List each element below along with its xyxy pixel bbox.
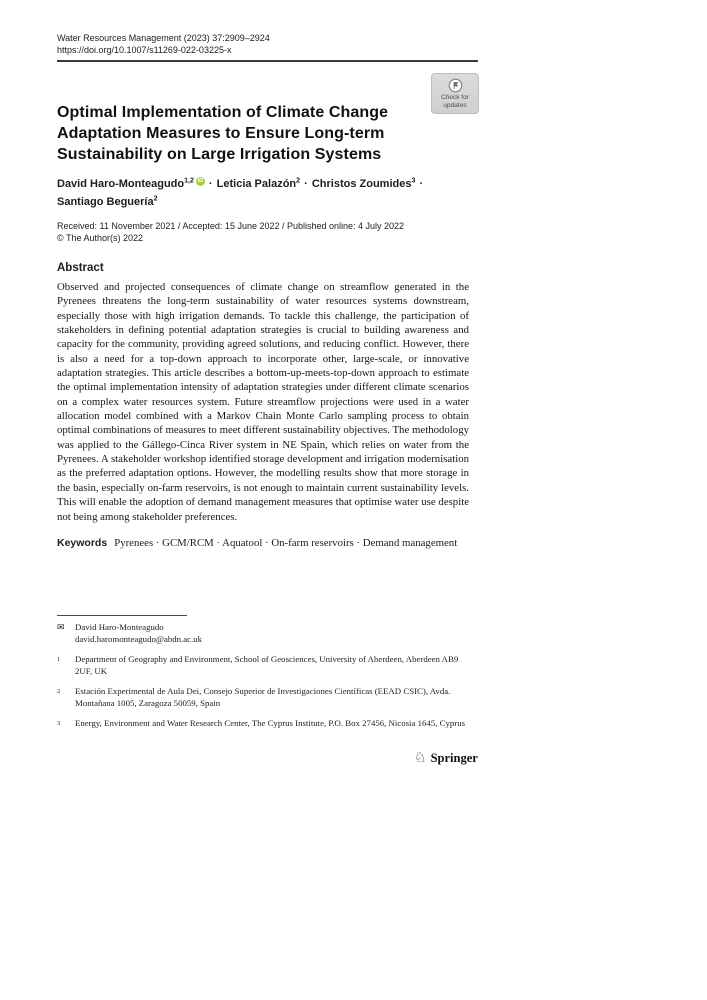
copyright-line: © The Author(s) 2022	[57, 232, 144, 243]
affiliation-item: $^2$ Estación Experimental de Aula Dei, Consejo Superior de Investigaciones Científicas (EEAD CSIC), Avda. Montañana 1005, Zaragoza 50059, Spain	[57, 686, 469, 709]
abstract-text: Observed and projected consequences of climate change on streamflow generated in the Pyrenees threatens the long-term sustainability of water resources systems downstream, especially those with high irrigation demands. To tackle this challenge, the participation of stakeholders in defining potential adaptation strategies is crucial to building awareness and capacity for the community, providing agreed solutions, and reducing conflict. However, there is also a need for a top-down approach to incorporate other, large-scale, or innovative adaptation strategies. This article describes a bottom-up-meets-top-down approach to estimate the optimal implementation intensity of adaptation strategies under different climate scenarios on a complex water resources system. Future streamflow projections were used in a water allocation model combined with a Markov Chain Monte Carlo sampling process to obtain optimal combinations of measures to meet different sustainability objectives. The methodology was applied to the Gállego-Cinca River system in NE Spain, which relies on water from the Pyrenees. A stakeholder workshop identified storage development and irrigation modernisation as the preferred adaptation options. However, the modelling results show that more storage in the basin, especially on-farm reservoirs, is not enough to maintain current sustainability levels. This will enable the adoption of demand management measures that optimise water use despite not being among stakeholder preferences.	[57, 281, 469, 523]
badge-label-line1: Check for	[441, 94, 469, 101]
author-list	[57, 173, 477, 210]
springer-horse-icon: ♘	[414, 751, 427, 766]
corresponding-name: David Haro-Monteagudo	[75, 622, 164, 632]
author: Santiago Beguería$^2$	[57, 195, 158, 209]
corresponding-author	[57, 622, 469, 645]
crossmark-flag-icon	[448, 78, 463, 93]
journal-reference: Water Resources Management (2023) 37:2909–2924	[57, 33, 270, 43]
keywords-heading: Keywords	[57, 536, 108, 549]
author: David Haro-Monteagudo$^{1,2}$ iD	[57, 177, 204, 190]
abstract-section	[57, 262, 469, 549]
history-line: Received: 11 November 2021 / Accepted: 15 June 2022 / Published online: 4 July 2022	[57, 221, 405, 231]
corresponding-email[interactable]: david.haromonteagudo@abdn.ac.uk	[75, 633, 203, 644]
affiliation-item: $^1$ Department of Geography and Environment, School of Geosciences, University of Aberdeen, Aberdeen AB9 2UF, UK	[57, 654, 469, 677]
footnotes-section	[57, 622, 469, 741]
affiliation-text: Department of Geography and Environment, School of Geosciences, University of Aberdeen, Aberdeen AB9 2UF, UK	[75, 654, 459, 676]
author: Christos Zoumides$^3$	[311, 177, 416, 190]
badge-label-line2: updates	[443, 101, 467, 109]
publisher-name: Springer	[430, 751, 478, 765]
author-separator: ·	[304, 177, 308, 190]
keywords-text: Pyrenees · GCM/RCM · Aquatool · On-farm reservoirs · Demand management	[114, 536, 458, 549]
keywords-line	[57, 537, 469, 549]
doi-link[interactable]: https://doi.org/10.1007/s11269-022-03225-x	[57, 44, 232, 55]
footnote-divider	[57, 615, 187, 616]
affiliation-text: Estación Experimental de Aula Dei, Consejo Superior de Investigaciones Científicas (EEAD CSIC), Avda. Montañana 1005, Zaragoza 50059, Spain	[75, 686, 451, 708]
author-separator: ·	[419, 177, 424, 190]
envelope-icon: ✉	[57, 622, 65, 632]
springer-logo	[414, 750, 478, 767]
header-divider	[57, 60, 478, 62]
author-separator: ·	[208, 177, 213, 190]
publication-history	[57, 221, 404, 244]
article-title: Optimal Implementation of Climate Change Adaptation Measures to Ensure Long-term Sustainability on Large Irrigation Systems	[57, 104, 389, 163]
orcid-icon[interactable]: iD	[197, 178, 204, 184]
affiliation-text: Energy, Environment and Water Research Center, The Cyprus Institute, P.O. Box 27456, Nicosia 1645, Cyprus	[75, 718, 466, 728]
affiliation-item: $^3$ Energy, Environment and Water Research Center, The Cyprus Institute, P.O. Box 27456, Nicosia 1645, Cyprus	[57, 718, 469, 732]
journal-header	[57, 33, 270, 56]
abstract-heading: Abstract	[57, 262, 104, 274]
author: Leticia Palazón$^2$	[216, 177, 301, 190]
